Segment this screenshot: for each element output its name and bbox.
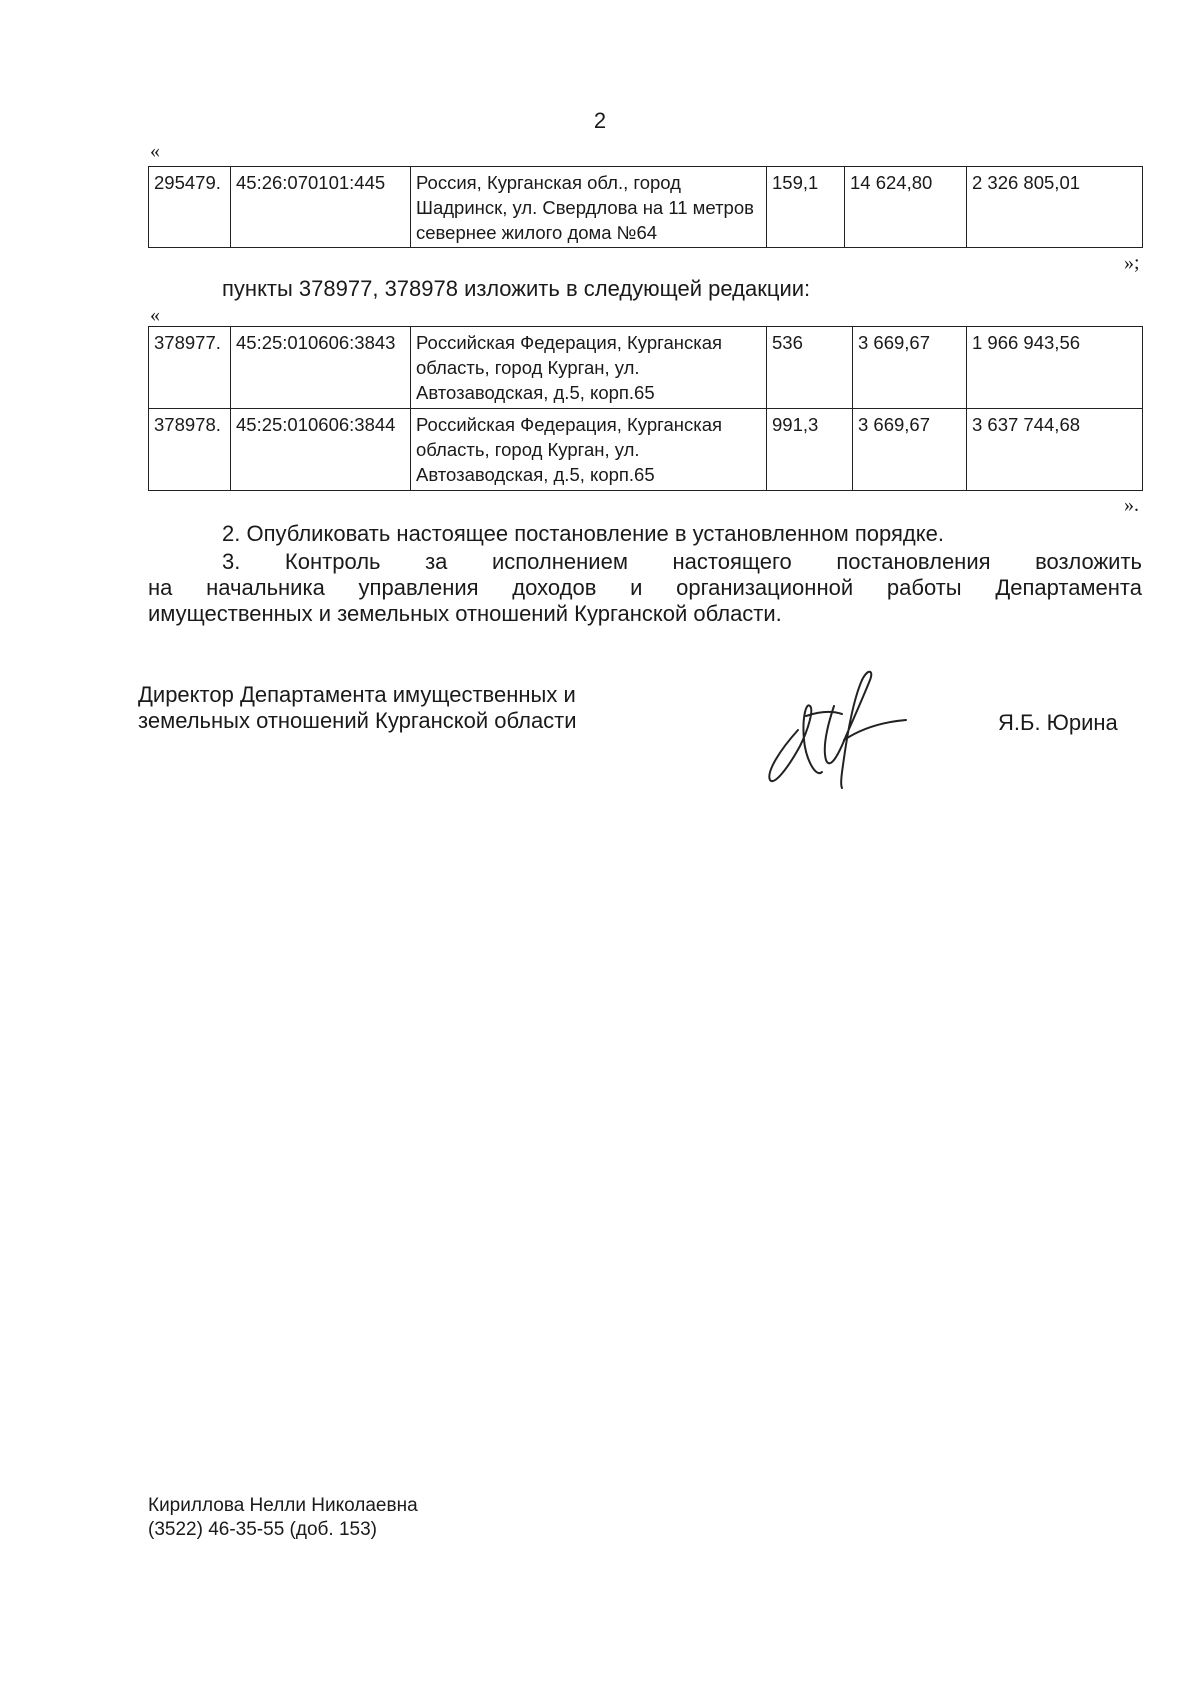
contact-name: Кириллова Нелли Николаевна	[148, 1495, 418, 1516]
rate: 14 624,80	[845, 167, 967, 248]
table-row	[149, 167, 1143, 248]
quote-open-2: «	[150, 304, 160, 326]
cadastral-value: 1 966 943,56	[967, 327, 1143, 409]
rate: 3 669,67	[853, 327, 967, 409]
paragraph-control-line3: имущественных и земельных отношений Курганской области.	[148, 601, 782, 626]
rate: 3 669,67	[853, 409, 967, 491]
item-number: 295479.	[149, 167, 231, 248]
handwritten-signature-icon	[758, 660, 928, 795]
signatory-position	[138, 682, 577, 734]
table-row	[149, 327, 1143, 409]
paragraph-control-line2: на начальника управления доходов и организационной работы Департамента	[148, 575, 1142, 600]
paragraph-control-line1: 3. Контроль за исполнением настоящего постановления возложить	[222, 549, 1142, 574]
quote-close-2: ».	[1124, 494, 1139, 516]
quote-open-1: «	[150, 140, 160, 162]
cadastral-number: 45:25:010606:3844	[231, 409, 411, 491]
paragraph-publish: 2. Опубликовать настоящее постановление в установленном порядке.	[222, 521, 944, 546]
area: 991,3	[767, 409, 853, 491]
table-existing-item	[148, 166, 1143, 248]
signatory-name: Я.Б. Юрина	[998, 710, 1118, 735]
cadastral-value: 3 637 744,68	[967, 409, 1143, 491]
signatory-position-line1: Директор Департамента имущественных и	[138, 682, 576, 707]
area: 536	[767, 327, 853, 409]
contact-phone: (3522) 46-35-55 (доб. 153)	[148, 1519, 377, 1540]
cadastral-number: 45:26:070101:445	[231, 167, 411, 248]
cadastral-number: 45:25:010606:3843	[231, 327, 411, 409]
address: Российская Федерация, Курганская область, город Курган, ул. Автозаводская, д.5, корп.65	[411, 409, 767, 491]
table-revised-items	[148, 326, 1143, 491]
contact-block	[148, 1494, 418, 1542]
intro-text: пункты 378977, 378978 изложить в следующей редакции:	[222, 276, 811, 301]
address: Российская Федерация, Курганская область, город Курган, ул. Автозаводская, д.5, корп.65	[411, 327, 767, 409]
page-number: 2	[593, 108, 607, 133]
cadastral-value: 2 326 805,01	[967, 167, 1143, 248]
area: 159,1	[767, 167, 845, 248]
table-row	[149, 409, 1143, 491]
item-number: 378977.	[149, 327, 231, 409]
item-number: 378978.	[149, 409, 231, 491]
quote-close-1: »;	[1124, 252, 1140, 274]
address: Россия, Курганская обл., город Шадринск, ул. Свердлова на 11 метров севернее жилого дома №64	[411, 167, 767, 248]
signatory-position-line2: земельных отношений Курганской области	[138, 708, 577, 733]
